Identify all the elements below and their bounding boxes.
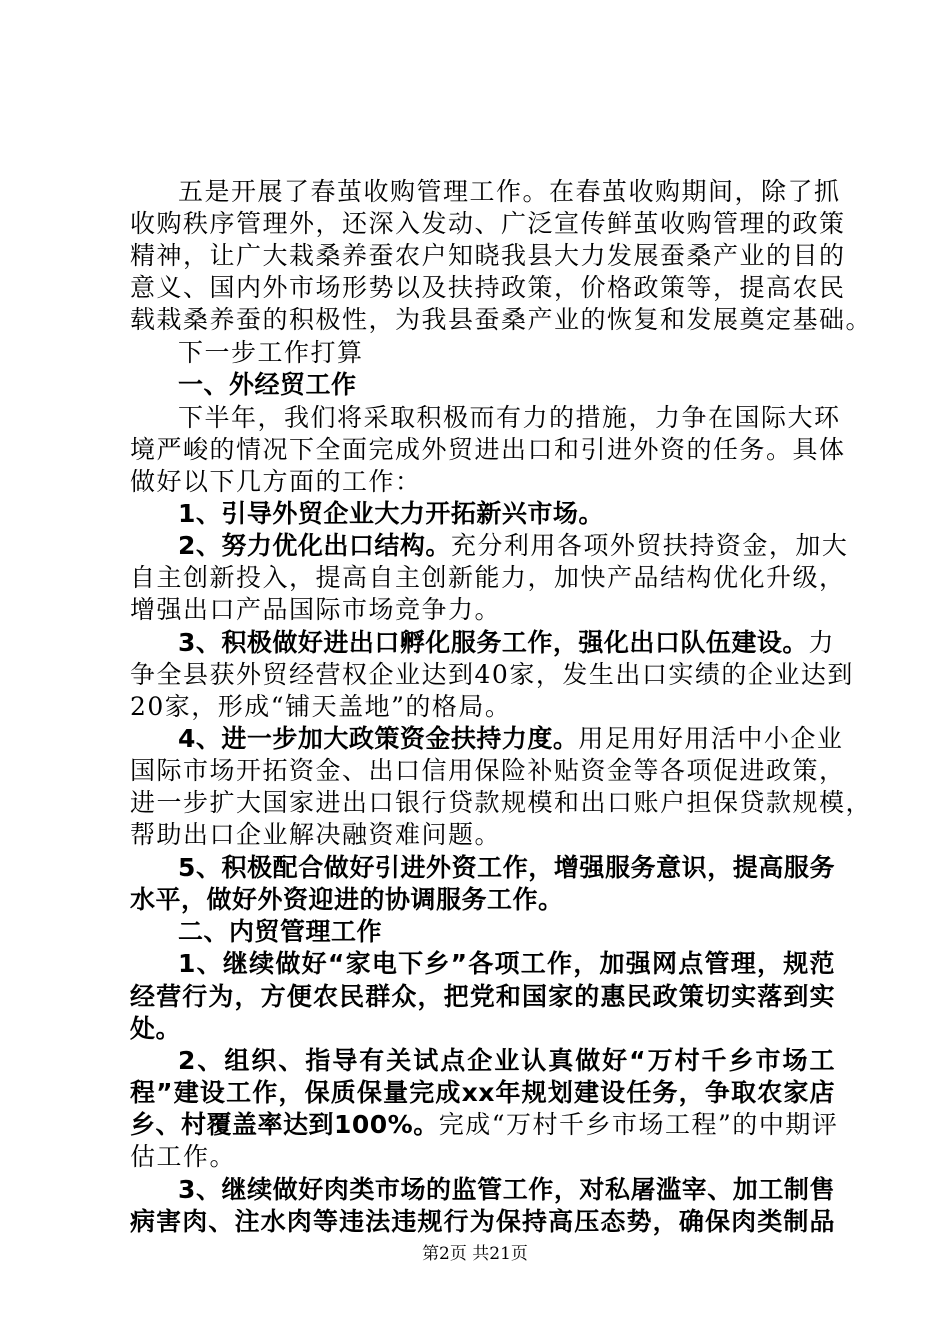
list-item-heading: 2、努力优化出口结构。 [178,531,451,560]
paragraph-line: 境严峻的情况下全面完成外贸进出口和引进外资的任务。具体 [130,435,846,464]
list-item-heading: 5、积极配合做好引进外资工作，增强服务意识，提高服务 [178,853,835,882]
paragraph-text: 乡、村覆盖率达到100%。 [130,1110,439,1139]
paragraph-line: 估工作。 [130,1142,237,1171]
paragraph-line: 国际市场开拓资金、出口信用保险补贴资金等各项促进政策， [130,756,846,785]
paragraph-line: 病害肉、注水肉等违法违规行为保持高压态势，确保肉类制品 [130,1207,835,1236]
paragraph-line: 下半年，我们将采取积极而有力的措施，力争在国际大环 [178,403,841,432]
list-item-heading: 1、引导外贸企业大力开拓新兴市场。 [178,499,604,528]
page-number-footer: 第2页 共21页 [422,1244,528,1264]
paragraph-line: 程”建设工作，保质保量完成xx年规划建设任务，争取农家店 [130,1078,835,1107]
paragraph-line: 增强出口产品国际市场竞争力。 [130,595,502,624]
paragraph-line: 做好以下几方面的工作： [130,467,422,496]
list-item-heading: 水平，做好外资迎进的协调服务工作。 [130,885,564,914]
paragraph-line: 帮助出口企业解决融资难问题。 [130,820,502,849]
paragraph-line: 20家，形成“铺天盖地”的格局。 [130,692,512,721]
paragraph-line: 收购秩序管理外，还深入发动、广泛宣传鲜茧收购管理的政策 [130,209,846,238]
paragraph-line: 进一步扩大国家进出口银行贷款规模和出口账户担保贷款规模， [130,788,873,817]
paragraph-line [178,530,849,562]
paragraph-line: 自主创新投入，提高自主创新能力，加快产品结构优化升级， [130,563,846,592]
paragraph-text: 完成“万村千乡市场工程”的中期评 [438,1110,839,1139]
paragraph-line [130,1109,839,1141]
paragraph-line: 五是开展了春茧收购管理工作。在春茧收购期间，除了抓 [178,177,841,206]
paragraph-line: 3、继续做好肉类市场的监管工作，对私屠滥宰、加工制售 [178,1175,835,1204]
paragraph-text: 充分利用各项外贸扶持资金，加大 [450,531,849,560]
paragraph-line: 意义、国内外市场形势以及扶持政策，价格政策等，提高农民 [130,273,846,302]
paragraph-text: 力 [808,628,835,657]
section-heading: 二、内贸管理工作 [178,917,383,946]
paragraph-line: 1、继续做好“家电下乡”各项工作，加强网点管理，规范 [178,949,835,978]
paragraph-text: 用足用好用活中小企业 [578,724,844,753]
paragraph-line: 2、组织、指导有关试点企业认真做好“万村千乡市场工 [178,1046,835,1075]
paragraph-line: 处。 [130,1014,182,1043]
paragraph-line [178,723,844,755]
list-item-heading: 3、积极做好进出口孵化服务工作，强化出口队伍建设。 [178,628,808,657]
list-item-heading: 4、进一步加大政策资金扶持力度。 [178,724,579,753]
section-heading: 一、外经贸工作 [178,370,357,399]
paragraph-line: 精神，让广大栽桑养蚕农户知晓我县大力发展蚕桑产业的目的 [130,241,846,270]
paragraph-line: 争全县获外贸经营权企业达到40家，发生出口实绩的企业达到 [130,660,854,689]
paragraph-line: 经营行为，方便农民群众，把党和国家的惠民政策切实落到实 [130,982,835,1011]
paragraph-line [178,627,835,659]
paragraph-line: 载栽桑养蚕的积极性，为我县蚕桑产业的恢复和发展奠定基础。 [130,305,873,334]
section-heading: 下一步工作打算 [178,338,364,367]
